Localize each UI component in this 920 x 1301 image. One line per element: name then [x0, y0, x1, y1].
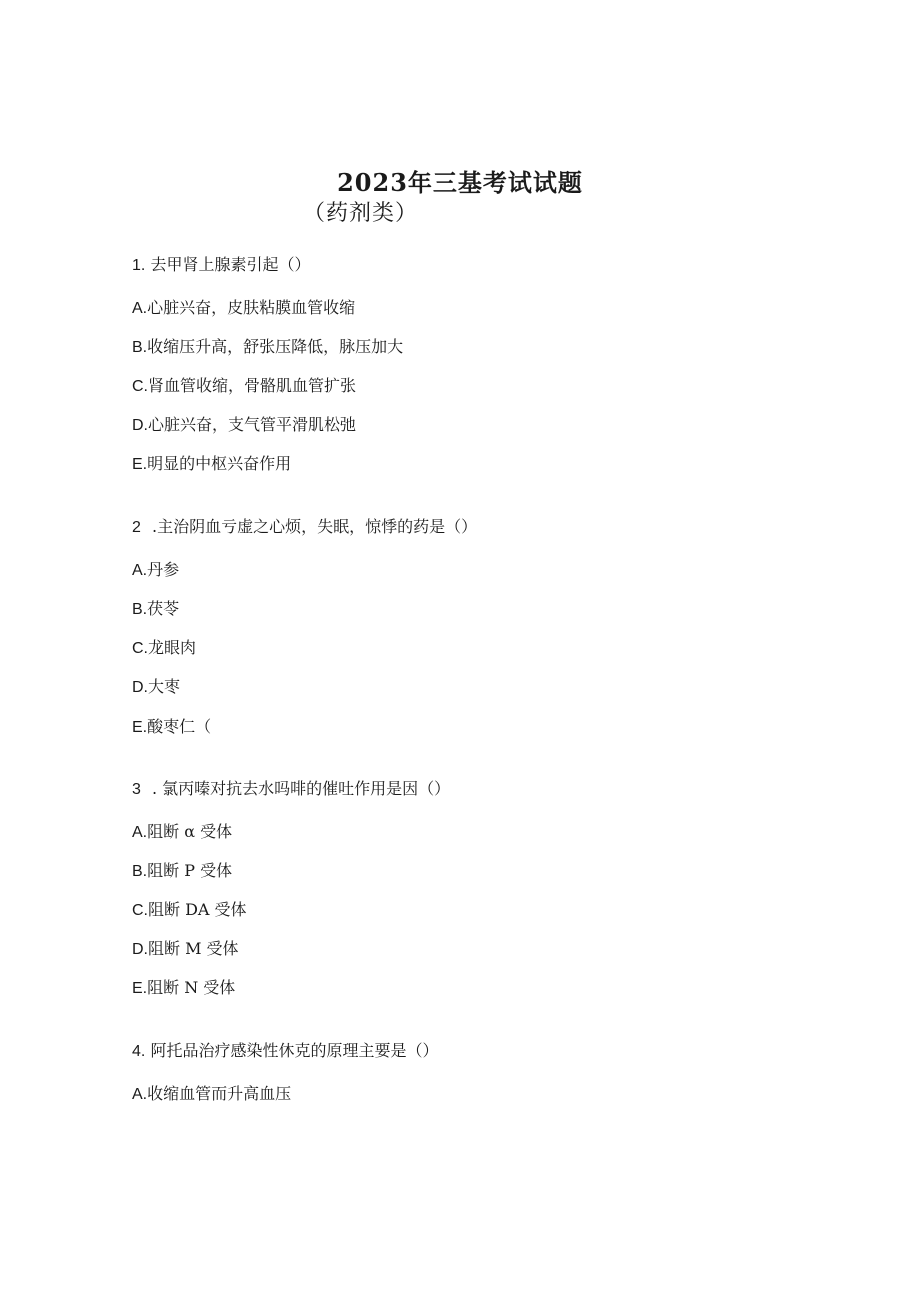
option-text: 大枣: [148, 677, 181, 696]
question-3-option-a: [132, 819, 232, 842]
document-title: 2023年三基考试试题: [337, 168, 583, 197]
option-text: 肾血管收缩，骨骼肌血管扩张: [148, 376, 357, 395]
question-2-option-b: [132, 596, 179, 619]
question-1-option-a: [132, 295, 355, 318]
question-1-option-e: [132, 451, 291, 474]
question-3-option-d: [132, 936, 239, 959]
question-4-stem: [132, 1038, 438, 1061]
question-1-option-d: [132, 412, 356, 435]
question-text: . 氯丙嗪对抗去水吗啡的催吐作用是因（）: [152, 779, 451, 798]
option-label: E.: [132, 456, 148, 473]
question-3-option-e: [132, 975, 235, 998]
question-1-option-c: [132, 373, 356, 396]
question-number: 1.: [132, 257, 146, 274]
question-2-option-e: [132, 714, 211, 737]
option-label: E.: [132, 980, 148, 997]
option-text: 心脏兴奋，皮肤粘膜血管收缩: [147, 298, 356, 317]
question-text: 阿托品治疗感染性休克的原理主要是（）: [150, 1041, 439, 1060]
question-1-option-b: [132, 334, 403, 357]
question-2-stem: [132, 514, 477, 537]
question-number: 2: [132, 519, 141, 536]
document-subtitle: （药剂类）: [303, 201, 419, 226]
option-label: A.: [132, 562, 148, 579]
question-3-option-b: [132, 858, 232, 881]
option-text: 阻断 α 受体: [147, 822, 233, 841]
option-label: B.: [132, 601, 148, 618]
option-text: 收缩压升高，舒张压降低，脉压加大: [147, 337, 404, 356]
question-2-option-c: [132, 635, 196, 658]
question-text: .主治阴血亏虚之心烦，失眠，惊悸的药是（）: [152, 517, 478, 536]
option-label: D.: [132, 417, 148, 434]
question-4-option-a: [132, 1081, 291, 1104]
question-text: 去甲肾上腺素引起（）: [150, 255, 311, 274]
option-text: 龙眼肉: [148, 638, 197, 657]
option-label: B.: [132, 339, 148, 356]
question-2-option-d: [132, 674, 180, 697]
question-2-option-a: [132, 557, 179, 580]
option-text: 心脏兴奋，支气管平滑肌松弛: [148, 415, 357, 434]
question-number: 4.: [132, 1043, 146, 1060]
question-1-stem: [132, 252, 310, 275]
option-label: B.: [132, 863, 148, 880]
option-text: 阻断 N 受体: [147, 978, 236, 997]
question-3-option-c: [132, 897, 247, 920]
option-label: C.: [132, 902, 148, 919]
option-label: A.: [132, 300, 148, 317]
option-text: 明显的中枢兴奋作用: [147, 454, 292, 473]
question-number: 3: [132, 781, 141, 798]
question-3-stem: [132, 776, 450, 799]
option-label: A.: [132, 1086, 148, 1103]
option-label: D.: [132, 679, 148, 696]
option-text: 阻断 DA 受体: [148, 900, 247, 919]
option-text: 茯苓: [147, 599, 180, 618]
option-text: 酸枣仁（: [147, 717, 212, 736]
option-text: 阻断 P 受体: [147, 861, 233, 880]
option-label: D.: [132, 941, 148, 958]
option-text: 丹参: [147, 560, 180, 579]
option-label: C.: [132, 640, 148, 657]
option-label: C.: [132, 378, 148, 395]
option-text: 收缩血管而升高血压: [147, 1084, 292, 1103]
option-text: 阻断 M 受体: [148, 939, 239, 958]
option-label: A.: [132, 824, 148, 841]
option-label: E.: [132, 719, 148, 736]
